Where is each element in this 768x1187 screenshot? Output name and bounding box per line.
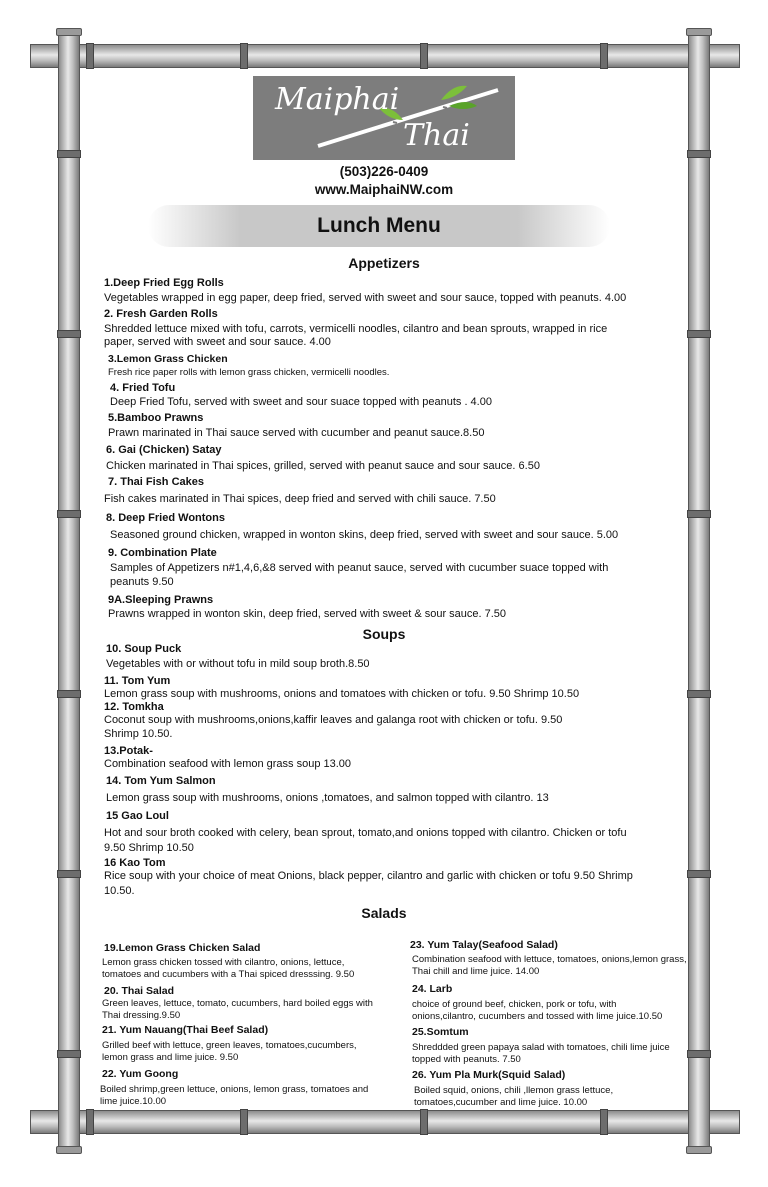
salad-item-desc: Lemon grass chicken tossed with cilantro, onions, lettuce, xyxy=(102,957,345,968)
menu-item-title: 15 Gao Loul xyxy=(106,810,169,822)
salad-item-desc: lemon grass and lime juice. 9.50 xyxy=(102,1052,239,1063)
section-heading-soups: Soups xyxy=(362,626,406,642)
page-title: Lunch Menu xyxy=(317,214,441,237)
menu-item-title: 7. Thai Fish Cakes xyxy=(108,476,204,488)
menu-item-title: 2. Fresh Garden Rolls xyxy=(104,308,218,320)
frame-right-pole xyxy=(688,30,710,1152)
menu-item-title: 4. Fried Tofu xyxy=(110,382,176,394)
salad-item-desc: Grilled beef with lettuce, green leaves, tomatoes,cucumbers, xyxy=(102,1040,357,1051)
bamboo-node xyxy=(687,330,711,338)
frame-bottom-pole xyxy=(30,1110,740,1134)
menu-item-title: 10. Soup Puck xyxy=(106,643,182,655)
menu-item-title: 6. Gai (Chicken) Satay xyxy=(106,444,222,456)
bamboo-node xyxy=(57,150,81,158)
salad-item-desc: lime juice.10.00 xyxy=(100,1096,167,1107)
menu-item-desc: Shredded lettuce mixed with tofu, carrots, vermicelli noodles, cilantro and bean sprouts, wrapped in rice xyxy=(104,323,608,335)
menu-item-desc: Shrimp 10.50. xyxy=(104,728,173,740)
logo-text-thai: Thai xyxy=(403,118,470,153)
bamboo-node xyxy=(86,43,94,69)
salad-item-title: 25.Somtum xyxy=(412,1026,469,1038)
bamboo-node xyxy=(56,28,82,36)
menu-item-title: 13.Potak- xyxy=(104,745,153,757)
bamboo-node xyxy=(86,1109,94,1135)
restaurant-logo xyxy=(253,76,515,160)
salad-item-title: 20. Thai Salad xyxy=(104,985,175,997)
salad-item-desc: topped with peanuts. 7.50 xyxy=(412,1054,521,1065)
bamboo-node xyxy=(240,1109,248,1135)
menu-item-desc: Combination seafood with lemon grass soup 13.00 xyxy=(104,758,352,770)
menu-item-desc: Coconut soup with mushrooms,onions,kaffir leaves and galanga root with chicken or tofu. 9.50 xyxy=(104,714,563,726)
menu-item-desc: 9.50 Shrimp 10.50 xyxy=(104,842,194,854)
salad-item-desc: tomatoes and cucumbers with a Thai spiced dresssing. 9.50 xyxy=(102,969,355,980)
bamboo-node xyxy=(687,1050,711,1058)
bamboo-node xyxy=(57,690,81,698)
salad-item-desc: Boiled squid, onions, chili ,llemon grass lettuce, xyxy=(414,1085,614,1096)
section-heading-salads: Salads xyxy=(361,905,407,921)
salad-item-desc: Shreddded green papaya salad with tomatoes, chili lime juice xyxy=(412,1042,670,1053)
bamboo-node xyxy=(687,870,711,878)
bamboo-node xyxy=(687,510,711,518)
bamboo-node xyxy=(56,1146,82,1154)
menu-item-desc: Vegetables with or without tofu in mild soup broth.8.50 xyxy=(106,658,370,670)
bamboo-node xyxy=(57,330,81,338)
menu-item-desc: Vegetables wrapped in egg paper, deep fried, served with sweet and sour sauce, topped with peanuts. 4.00 xyxy=(104,292,627,304)
menu-item-desc: Seasoned ground chicken, wrapped in wonton skins, deep fried, served with sweet and sour sauce. 5.00 xyxy=(110,529,619,541)
menu-item-title: 5.Bamboo Prawns xyxy=(108,412,204,424)
salad-item-title: 23. Yum Talay(Seafood Salad) xyxy=(410,939,558,951)
menu-item-desc: Fresh rice paper rolls with lemon grass chicken, vermicelli noodles. xyxy=(108,367,390,378)
salad-item-title: 26. Yum Pla Murk(Squid Salad) xyxy=(412,1069,566,1081)
phone-number: (503)226-0409 xyxy=(339,164,429,179)
salad-item-title: 24. Larb xyxy=(412,983,453,995)
frame-left-pole xyxy=(58,30,80,1152)
salad-item-title: 19.Lemon Grass Chicken Salad xyxy=(104,942,261,954)
bamboo-node xyxy=(420,1109,428,1135)
salad-item-title: 21. Yum Nauang(Thai Beef Salad) xyxy=(102,1024,269,1036)
salad-item-title: 22. Yum Goong xyxy=(102,1068,179,1080)
menu-item-title: 1.Deep Fried Egg Rolls xyxy=(104,277,224,289)
menu-item-desc: Rice soup with your choice of meat Onions, black pepper, cilantro and garlic with chicken or tofu 9.50 Shrimp xyxy=(104,870,633,882)
menu-item-desc: Prawn marinated in Thai sauce served with cucumber and peanut sauce.8.50 xyxy=(108,427,485,439)
bamboo-node xyxy=(686,1146,712,1154)
bamboo-node xyxy=(57,1050,81,1058)
menu-item-desc: Prawns wrapped in wonton skin, deep fried, served with sweet & sour sauce. 7.50 xyxy=(108,608,507,620)
frame-top-pole xyxy=(30,44,740,68)
bamboo-node xyxy=(600,43,608,69)
bamboo-node xyxy=(686,28,712,36)
menu-item-title: 9. Combination Plate xyxy=(108,547,217,559)
bamboo-node xyxy=(57,870,81,878)
section-heading-appetizers: Appetizers xyxy=(348,255,420,271)
menu-item-desc: Hot and sour broth cooked with celery, bean sprout, tomato,and onions topped with cilantro. Chicken or tofu xyxy=(104,827,627,839)
website-link[interactable]: www.MaiphaiNW.com xyxy=(314,182,454,197)
salad-item-desc: Green leaves, lettuce, tomato, cucumbers, hard boiled eggs with xyxy=(102,998,373,1009)
salad-item-desc: tomatoes,cucumber and lime juice. 10.00 xyxy=(414,1097,588,1108)
salad-item-desc: Boiled shrimp,green lettuce, onions, lemon grass, tomatoes and xyxy=(100,1084,369,1095)
menu-item-desc: Lemon grass soup with mushrooms, onions ,tomatoes, and salmon topped with cilantro. 13 xyxy=(106,792,549,804)
menu-item-desc: Samples of Appetizers n#1,4,6,&8 served with peanut sauce, served with cucumber suace topped with xyxy=(110,562,609,574)
menu-item-title: 12. Tomkha xyxy=(104,701,164,713)
salad-item-desc: Combination seafood with lettuce, tomatoes, onions,lemon grass, xyxy=(412,954,687,965)
logo-text-maiphai: Maiphai xyxy=(275,82,400,117)
salad-item-desc: Thai dressing.9.50 xyxy=(102,1010,181,1021)
menu-item-desc: Chicken marinated in Thai spices, grilled, served with peanut sauce and sour sauce. 6.50 xyxy=(106,460,540,472)
menu-item-desc: 10.50. xyxy=(104,885,135,897)
menu-item-title: 14. Tom Yum Salmon xyxy=(106,775,216,787)
bamboo-node xyxy=(600,1109,608,1135)
salad-item-desc: Thai chill and lime juice. 14.00 xyxy=(412,966,540,977)
menu-item-desc: peanuts 9.50 xyxy=(110,576,174,588)
salad-item-desc: onions,cilantro, cucumbers and tossed with lime juice.10.50 xyxy=(412,1011,663,1022)
menu-item-desc: Lemon grass soup with mushrooms, onions and tomatoes with chicken or tofu. 9.50 Shrimp 10.50 xyxy=(104,688,580,700)
salad-item-desc: choice of ground beef, chicken, pork or tofu, with xyxy=(412,999,617,1010)
menu-item-title: 3.Lemon Grass Chicken xyxy=(108,353,228,365)
menu-item-title: 16 Kao Tom xyxy=(104,857,166,869)
menu-item-title: 8. Deep Fried Wontons xyxy=(106,512,225,524)
bamboo-node xyxy=(687,690,711,698)
bamboo-node xyxy=(420,43,428,69)
bamboo-node xyxy=(57,510,81,518)
bamboo-node xyxy=(687,150,711,158)
menu-item-title: 11. Tom Yum xyxy=(104,675,171,687)
menu-item-desc: Fish cakes marinated in Thai spices, deep fried and served with chili sauce. 7.50 xyxy=(104,493,496,505)
menu-item-desc: paper, served with sweet and sour sauce. 4.00 xyxy=(104,336,331,348)
bamboo-node xyxy=(240,43,248,69)
menu-title-banner xyxy=(148,205,610,247)
menu-item-title: 9A.Sleeping Prawns xyxy=(108,594,214,606)
menu-item-desc: Deep Fried Tofu, served with sweet and sour suace topped with peanuts . 4.00 xyxy=(110,396,492,408)
